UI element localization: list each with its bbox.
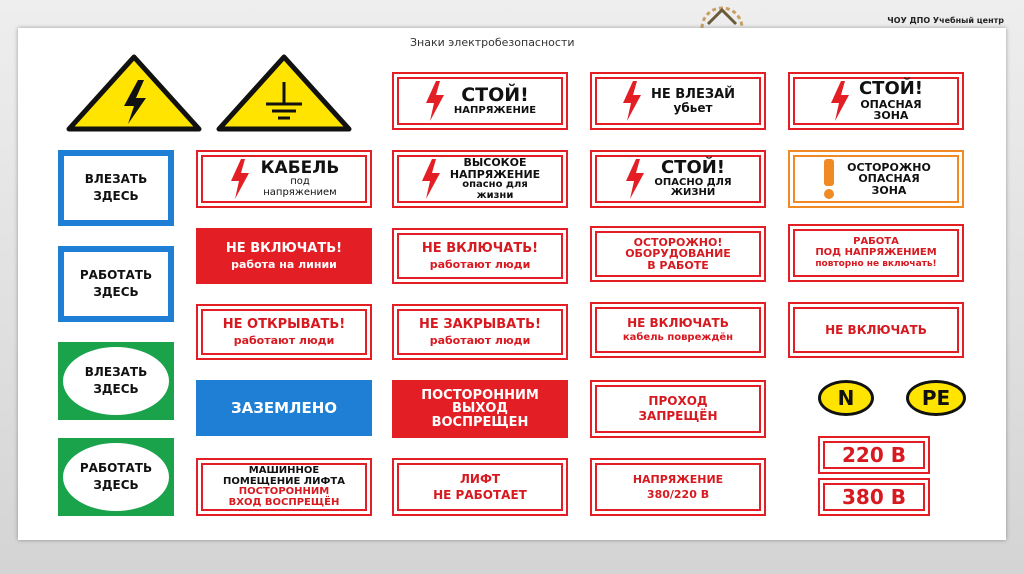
sign-work-here-green: РАБОТАТЬ ЗДЕСЬ xyxy=(58,438,174,516)
high-voltage-warning-icon xyxy=(66,54,202,132)
sign-no-open: НЕ ОТКРЫВАТЬ! работают люди xyxy=(196,304,372,360)
sign-work-here-blue: РАБОТАТЬ ЗДЕСЬ xyxy=(58,246,174,322)
sign-stop-danger-life: СТОЙ! ОПАСНО ДЛЯ ЖИЗНИ xyxy=(590,150,766,208)
sign-stop-danger-zone: СТОЙ! ОПАСНАЯ ЗОНА xyxy=(788,72,964,130)
org-name: ЧОУ ДПО Учебный центр xyxy=(887,16,1004,25)
sign-voltage-380-220: НАПРЯЖЕНИЕ 380/220 В xyxy=(590,458,766,516)
lightning-bolt-icon xyxy=(829,81,851,121)
sign-lift-machine-room: МАШИННОЕ ПОМЕЩЕНИЕ ЛИФТА ПОСТОРОННИМ ВХОД ВОСПРЕЩЁН xyxy=(196,458,372,516)
sign-380v: 380 В xyxy=(818,478,930,516)
sign-climb-here-green: ВЛЕЗАТЬ ЗДЕСЬ xyxy=(58,342,174,420)
sign-no-switch-people: НЕ ВКЛЮЧАТЬ! работают люди xyxy=(392,228,568,284)
sign-careful-equipment: ОСТОРОЖНО! ОБОРУДОВАНИЕ В РАБОТЕ xyxy=(590,226,766,282)
sign-no-switch: НЕ ВКЛЮЧАТЬ xyxy=(788,302,964,358)
sign-high-voltage: ВЫСОКОЕ НАПРЯЖЕНИЕ опасно для жизни xyxy=(392,150,568,208)
lightning-bolt-icon xyxy=(229,159,251,199)
sign-no-switch-cable: НЕ ВКЛЮЧАТЬ кабель повреждён xyxy=(590,302,766,358)
sign-work-under-voltage: РАБОТА ПОД НАПРЯЖЕНИЕМ повторно не включать! xyxy=(788,224,964,282)
lightning-bolt-icon xyxy=(621,81,643,121)
lightning-bolt-icon xyxy=(624,159,646,199)
sign-no-close: НЕ ЗАКРЫВАТЬ! работают люди xyxy=(392,304,568,360)
sign-careful-danger-zone: ОСТОРОЖНО ОПАСНАЯ ЗОНА xyxy=(788,150,964,208)
sign-no-exit: ПОСТОРОННИМ ВЫХОД ВОСПРЕЩЕН xyxy=(392,380,568,438)
sign-lift-broken: ЛИФТ НЕ РАБОТАЕТ xyxy=(392,458,568,516)
sign-stop-voltage: СТОЙ! НАПРЯЖЕНИЕ xyxy=(392,72,568,130)
page-title: Знаки электробезопасности xyxy=(410,36,575,49)
lightning-bolt-icon xyxy=(420,159,442,199)
sign-no-passage: ПРОХОД ЗАПРЕЩЁН xyxy=(590,380,766,438)
neutral-marker: N xyxy=(818,380,874,416)
sign-no-switch-line-work: НЕ ВКЛЮЧАТЬ! работа на линии xyxy=(196,228,372,284)
lightning-bolt-icon xyxy=(424,81,446,121)
exclamation-icon xyxy=(821,159,837,199)
pe-marker: PE xyxy=(906,380,966,416)
sign-220v: 220 В xyxy=(818,436,930,474)
sign-grounded: ЗАЗЕМЛЕНО xyxy=(196,380,372,436)
grounding-warning-icon xyxy=(216,54,352,132)
sign-cable-under-voltage: КАБЕЛЬ под напряжением xyxy=(196,150,372,208)
sign-no-climb: НЕ ВЛЕЗАЙ убьет xyxy=(590,72,766,130)
sign-climb-here-blue: ВЛЕЗАТЬ ЗДЕСЬ xyxy=(58,150,174,226)
